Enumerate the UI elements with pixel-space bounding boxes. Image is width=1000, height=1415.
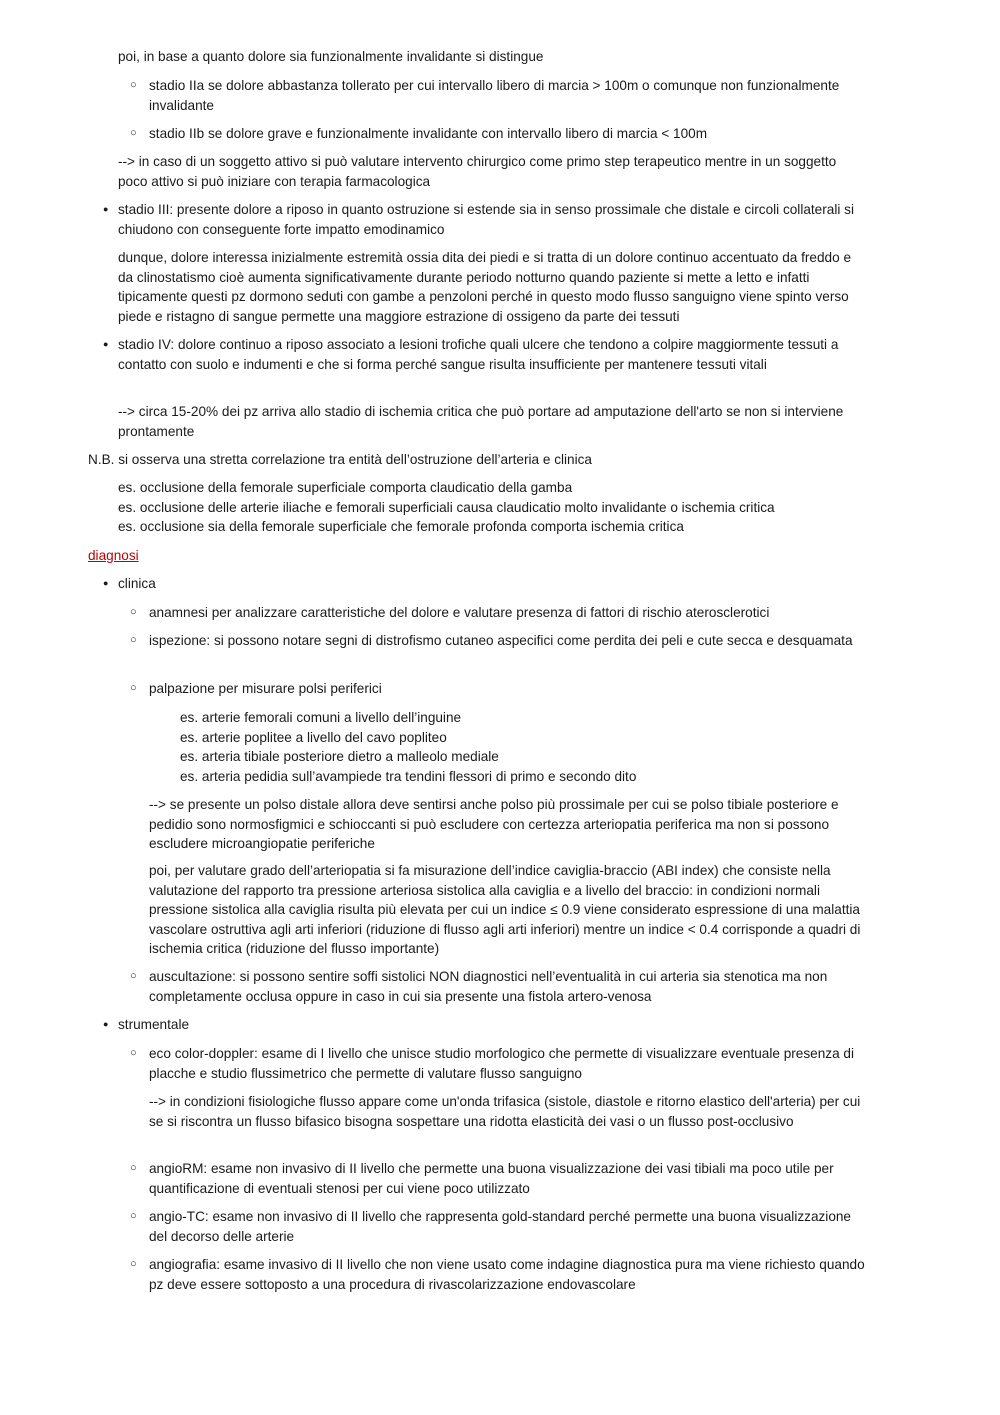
disc-bullet-icon: ● bbox=[103, 204, 109, 214]
disc-bullet-icon: ● bbox=[103, 1019, 109, 1029]
stadio-ii-note: --> in caso di un soggetto attivo si può valutare intervento chirurgico come primo step terapeutico mentre in un soggetto poco attivo si può iniziare con terapia farmacologica bbox=[118, 154, 837, 189]
circle-bullet-icon: ○ bbox=[130, 1210, 137, 1222]
circle-bullet-icon: ○ bbox=[130, 127, 137, 139]
palpazione-note: --> se presente un polso distale allora deve sentirsi anche polso più prossimale per cui se polso tibiale posteriore e pedidio sono normosfigmici e schioccanti si può escludere con certezza arteriopatia periferica ma non si possono escludere microangiopatie periferiche bbox=[149, 797, 839, 851]
nb-paragraph: N.B. si osserva una stretta correlazione tra entità dell’ostruzione dell’arteria e clinica bbox=[88, 452, 592, 467]
eco-doppler-item: eco color-doppler: esame di I livello che unisce studio morfologico che permette di visualizzare eventuale presenza di placche e studio flussimetrico che permette di valutare flusso sanguigno bbox=[149, 1046, 854, 1081]
abi-paragraph: poi, per valutare grado dell’arteriopatia si fa misurazione dell’indice caviglia-braccio (ABI index) che consiste nella valutazione del rapporto tra pressione arteriosa sistolica alla caviglia e a livello del braccio: in condizioni normali pressione sistolica alla caviglia risulta più elevata per cui un indice ≤ 0.9 viene considerato espressione di una malattia vascolare ostruttiva agli arti inferiori (riduzione di flusso agli arti inferiori) mentre un indice < 0.4 corrisponde a quadri di ischemia critica (riduzione del flusso importante) bbox=[149, 863, 861, 956]
stadio-iii-item: stadio III: presente dolore a riposo in quanto ostruzione si estende sia in senso prossimale che distale e circoli collaterali si chiudono con conseguente forte impatto emodinamico bbox=[118, 202, 854, 237]
circle-bullet-icon: ○ bbox=[130, 1162, 137, 1174]
palpazione-item: palpazione per misurare polsi periferici bbox=[149, 681, 382, 696]
circle-bullet-icon: ○ bbox=[130, 79, 137, 91]
circle-bullet-icon: ○ bbox=[130, 682, 137, 694]
auscultazione-item: auscultazione: si possono sentire soffi sistolici NON diagnostici nell’eventualità in cui arteria sia stenotica ma non completamente occlusa oppure in caso in cui sia presente una fistola artero-venosa bbox=[149, 969, 828, 1004]
stadio-iib-item: stadio IIb se dolore grave e funzionalmente invalidante con intervallo libero di marcia < 100m bbox=[149, 126, 708, 141]
palpazione-examples bbox=[180, 708, 870, 786]
palpazione-example: es. arteria pedidia sull’avampiede tra tendini flessori di primo e secondo dito bbox=[180, 768, 637, 784]
diagnosi-heading-link[interactable] bbox=[88, 546, 868, 566]
angiografia-item: angiografia: esame invasivo di II livello che non viene usato come indagine diagnostica pura ma viene richiesto quando pz deve essere sottoposto a una procedura di rivascolarizzazione endovascolare bbox=[149, 1257, 865, 1292]
anamnesi-item: anamnesi per analizzare caratteristiche del dolore e valutare presenza di fattori di rischio aterosclerotici bbox=[149, 605, 770, 620]
circle-bullet-icon: ○ bbox=[130, 634, 137, 646]
stadio-iia-item: stadio IIa se dolore abbastanza tollerato per cui intervallo libero di marcia > 100m o comunque non funzionalmente invalidante bbox=[149, 78, 840, 113]
stadio-iv-item: stadio IV: dolore continuo a riposo associato a lesioni trofiche quali ulcere che tendono a colpire maggiormente tessuti a contatto con suolo e indumenti e che si forma perché sangue risulta insufficiente per mantenere tessuti vitali bbox=[118, 337, 839, 372]
palpazione-example: es. arteria tibiale posteriore dietro a malleolo mediale bbox=[180, 749, 499, 764]
ispezione-item: ispezione: si possono notare segni di distrofismo cutaneo aspecifici come perdita dei peli e cute secca e desquamata bbox=[149, 633, 853, 648]
disc-bullet-icon: ● bbox=[103, 339, 109, 349]
palpazione-example: es. arterie poplitee a livello del cavo popliteo bbox=[180, 729, 447, 745]
intro-paragraph: poi, in base a quanto dolore sia funzionalmente invalidante si distingue bbox=[118, 49, 544, 64]
circle-bullet-icon: ○ bbox=[130, 606, 137, 618]
nb-example: es. occlusione delle arterie iliache e femorali superficiali causa claudicatio molto invalidante o ischemia critica bbox=[118, 499, 775, 515]
eco-doppler-note: --> in condizioni fisiologiche flusso appare come un'onda trifasica (sistole, diastole e ritorno elastico dell'arteria) per cui se si riscontra un flusso bifasico bisogna sospettare una ridotta elasticità dei vasi o un flusso post-occlusivo bbox=[149, 1094, 861, 1129]
nb-example: es. occlusione sia della femorale superficiale che femorale profonda comporta ischemia critica bbox=[118, 519, 684, 534]
nb-examples bbox=[118, 478, 868, 537]
stadio-iii-detail: dunque, dolore interessa inizialmente estremità ossia dita dei piedi e si tratta di un dolore continuo accentuato da freddo e da clinostatismo cioè aumenta significativamente durante periodo notturno quando paziente si mette a letto e infatti tipicamente questi pz dormono seduti con gambe a penzoloni perché in questo modo flusso sanguigno viene spinto verso piede e ristagno di sangue permette una maggiore estrazione di ossigeno da parte dei tessuti bbox=[118, 250, 852, 324]
circle-bullet-icon: ○ bbox=[130, 1047, 137, 1059]
angiorm-item: angioRM: esame non invasivo di II livello che permette una buona visualizzazione dei vasi tibiali ma poco utile per quantificazione di eventuali stenosi per cui viene poco utilizzato bbox=[149, 1161, 834, 1196]
strumentale-item: strumentale bbox=[118, 1017, 190, 1032]
circle-bullet-icon: ○ bbox=[130, 1258, 137, 1270]
circle-bullet-icon: ○ bbox=[130, 970, 137, 982]
diagnosi-heading-text[interactable]: diagnosi bbox=[88, 548, 139, 563]
nb-example: es. occlusione della femorale superficiale comporta claudicatio della gamba bbox=[118, 480, 573, 495]
palpazione-example: es. arterie femorali comuni a livello dell’inguine bbox=[180, 710, 462, 725]
disc-bullet-icon: ● bbox=[103, 578, 109, 588]
clinica-item: clinica bbox=[118, 576, 156, 591]
stadio-iv-note: --> circa 15-20% dei pz arriva allo stadio di ischemia critica che può portare ad amputazione dell'arto se non si interviene prontamente bbox=[118, 404, 844, 439]
angiotc-item: angio-TC: esame non invasivo di II livello che rappresenta gold-standard perché permette una buona visualizzazione del decorso delle arterie bbox=[149, 1209, 851, 1244]
